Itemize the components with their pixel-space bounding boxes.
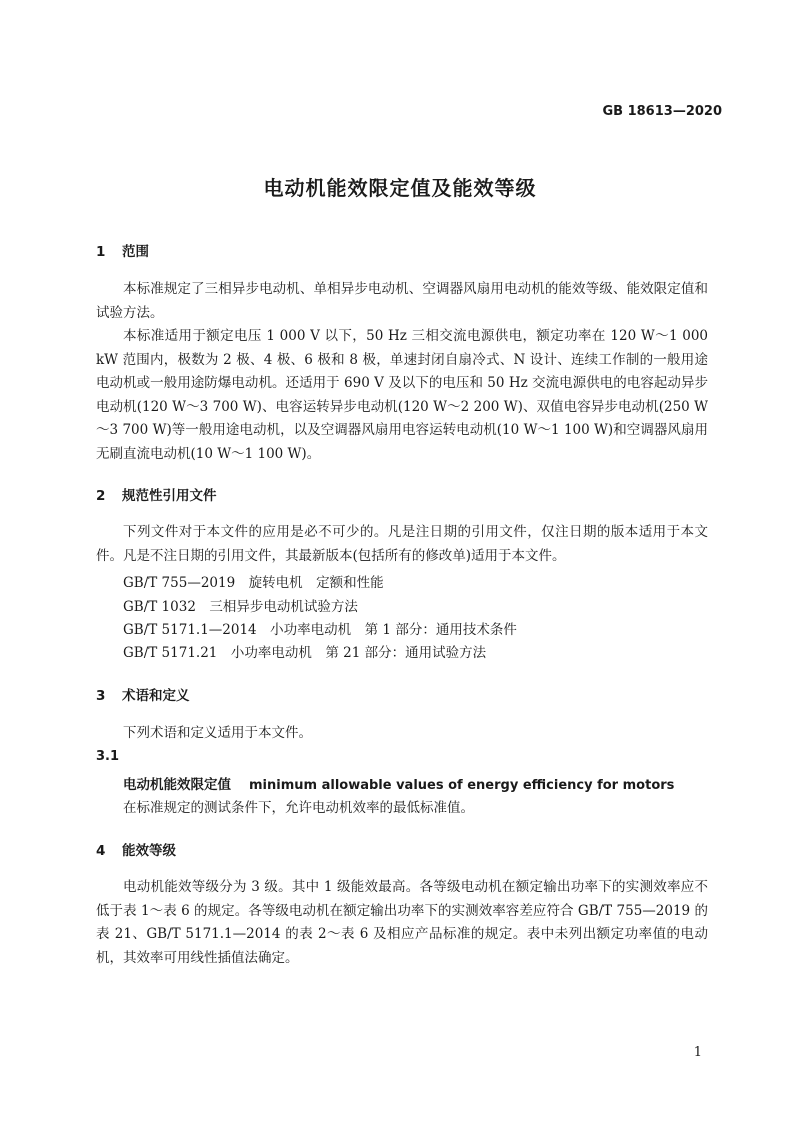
paragraph: 下列术语和定义适用于本文件。 [123, 725, 312, 741]
section-number: 4 [96, 843, 106, 859]
reference-item: GB/T 5171.1—2014 小功率电动机 第 1 部分：通用技术条件 [123, 622, 517, 638]
subsection-number: 3.1 [96, 749, 120, 764]
reference-item: GB/T 755—2019 旋转电机 定额和性能 [123, 575, 384, 591]
reference-item: GB/T 5171.21 小功率电动机 第 21 部分：通用试验方法 [123, 645, 487, 661]
paragraph: 本标准规定了三相异步电动机、单相异步电动机、空调器风扇用电动机的能效等级、能效限定值和试验方法。 [96, 281, 708, 321]
reference-item: GB/T 1032 三相异步电动机试验方法 [123, 599, 358, 615]
term-chinese: 电动机能效限定值 [123, 777, 231, 793]
section-number: 2 [96, 488, 106, 504]
standard-code: GB 18613—2020 [602, 104, 722, 119]
term-english: minimum allowable values of energy efficiency for motors [249, 778, 675, 793]
paragraph: 电动机能效等级分为 3 级。其中 1 级能效最高。各等级电动机在额定输出功率下的实测效率应不低于表 1～表 6 的规定。各等级电动机在额定输出功率下的实测效率容差应符合 GB/T 755—2019 的表 21、GB/T 5171.1—2014 的表 2～表 6 及相应产品标准的规定。表中未列出额定功率值的电动机，其效率可用线性插值法确定。 [96, 879, 708, 966]
section-number: 1 [96, 244, 106, 260]
section-title: 术语和定义 [122, 688, 190, 704]
term-entry [123, 773, 674, 793]
section-title: 范围 [122, 244, 149, 260]
section-heading-terms-definitions [96, 684, 190, 704]
document-title: 电动机能效限定值及能效等级 [263, 176, 537, 200]
page-number: 1 [693, 1045, 702, 1060]
section-heading-normative-references [96, 484, 217, 504]
section-title: 能效等级 [122, 843, 176, 859]
section-heading-scope [96, 240, 149, 260]
section-heading-efficiency-grades [96, 839, 176, 859]
paragraph: 下列文件对于本文件的应用是必不可少的。凡是注日期的引用文件，仅注日期的版本适用于本文件。凡是不注日期的引用文件，其最新版本(包括所有的修改单)适用于本文件。 [96, 524, 708, 564]
term-definition: 在标准规定的测试条件下，允许电动机效率的最低标准值。 [123, 800, 474, 816]
section-title: 规范性引用文件 [122, 488, 217, 504]
section-number: 3 [96, 688, 106, 704]
paragraph: 本标准适用于额定电压 1 000 V 以下，50 Hz 三相交流电源供电，额定功率在 120 W～1 000 kW 范围内，极数为 2 极、4 极、6 极和 8 极，单速封闭自扇冷式、N 设计、连续工作制的一般用途电动机或一般用途防爆电动机。还适用于 690 V 及以下的电压和 50 Hz 交流电源供电的电容起动异步电动机(120 W～3 700 W)、电容运转异步电动机(120 W～2 200 W)、双值电容异步电动机(250 W～3 700 W)等一般用途电动机，以及空调器风扇用电容运转电动机(10 W～1 100 W)和空调器风扇用无刷直流电动机(10 W～1 100 W)。 [96, 328, 708, 462]
